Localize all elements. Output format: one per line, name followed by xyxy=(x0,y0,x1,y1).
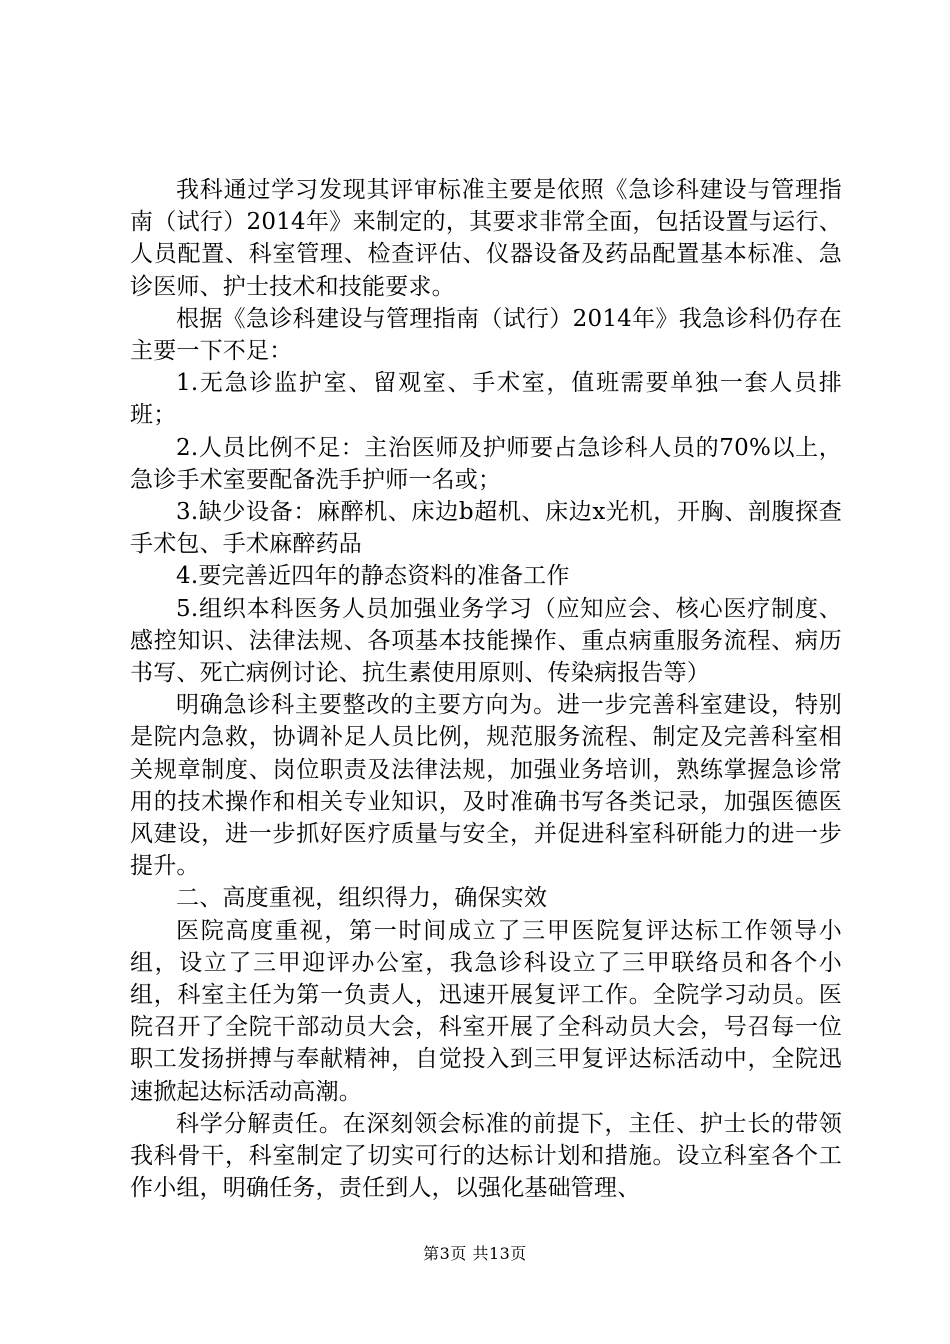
paragraph-responsibility-breakdown: 科学分解责任。在深刻领会标准的前提下，主任、护士长的带领我科骨干，科室制定了切实可行的达标计划和措施。设立科室各个工作小组，明确任务，责任到人，以强化基础管理、 xyxy=(130,1110,842,1202)
page-footer xyxy=(0,1244,950,1264)
paragraph-shortcomings-intro: 根据《急诊科建设与管理指南（试行）2014年》我急诊科仍存在主要一下不足： xyxy=(130,305,842,365)
paragraph-hospital-attention: 医院高度重视，第一时间成立了三甲医院复评达标工作领导小组，设立了三甲迎评办公室，我急诊科设立了三甲联络员和各个小组，科室主任为第一负责人，迅速开展复评工作。全院学习动员。医院召开了全院干部动员大会，科室开展了全科动员大会，号召每一位职工发扬拼搏与奉献精神，自觉投入到三甲复评达标活动中，全院迅速掀起达标活动高潮。 xyxy=(130,917,842,1105)
list-item-1: 1.无急诊监护室、留观室、手术室，值班需要单独一套人员排班； xyxy=(130,370,842,429)
paragraph-rectification-direction: 明确急诊科主要整改的主要方向为。进一步完善科室建设，特别是院内急救，协调补足人员比例，规范服务流程、制定及完善科室相关规章制度、岗位职责及法律法规，加强业务培训，熟练掌握急诊常用的技术操作和相关专业知识，及时准确书写各类记录，加强医德医风建设，进一步抓好医疗质量与安全，并促进科室科研能力的进一步提升。 xyxy=(130,692,842,880)
section-heading-2: 二、高度重视，组织得力，确保实效 xyxy=(176,885,548,912)
list-item-3: 3.缺少设备：麻醉机、床边b超机、床边x光机，开胸、剖腹探查手术包、手术麻醉药品 xyxy=(130,499,842,558)
list-item-4: 4.要完善近四年的静态资料的准备工作 xyxy=(176,563,570,590)
paragraph-review-standard: 我科通过学习发现其评审标准主要是依照《急诊科建设与管理指南（试行）2014年》来制定的，其要求非常全面，包括设置与运行、人员配置、科室管理、检查评估、仪器设备及药品配置基本标准、急诊医师、护士技术和技能要求。 xyxy=(130,177,842,300)
list-item-2: 2.人员比例不足：主治医师及护师要占急诊科人员的70%以上，急诊手术室要配备洗手护师一名或； xyxy=(130,434,842,493)
page-number: 第3页 共13页 xyxy=(423,1244,527,1263)
document-body xyxy=(130,174,842,1205)
list-item-5: 5.组织本科医务人员加强业务学习（应知应会、核心医疗制度、感控知识、法律法规、各项基本技能操作、重点病重服务流程、病历书写、死亡病例讨论、抗生素使用原则、传染病报告等） xyxy=(130,595,842,687)
